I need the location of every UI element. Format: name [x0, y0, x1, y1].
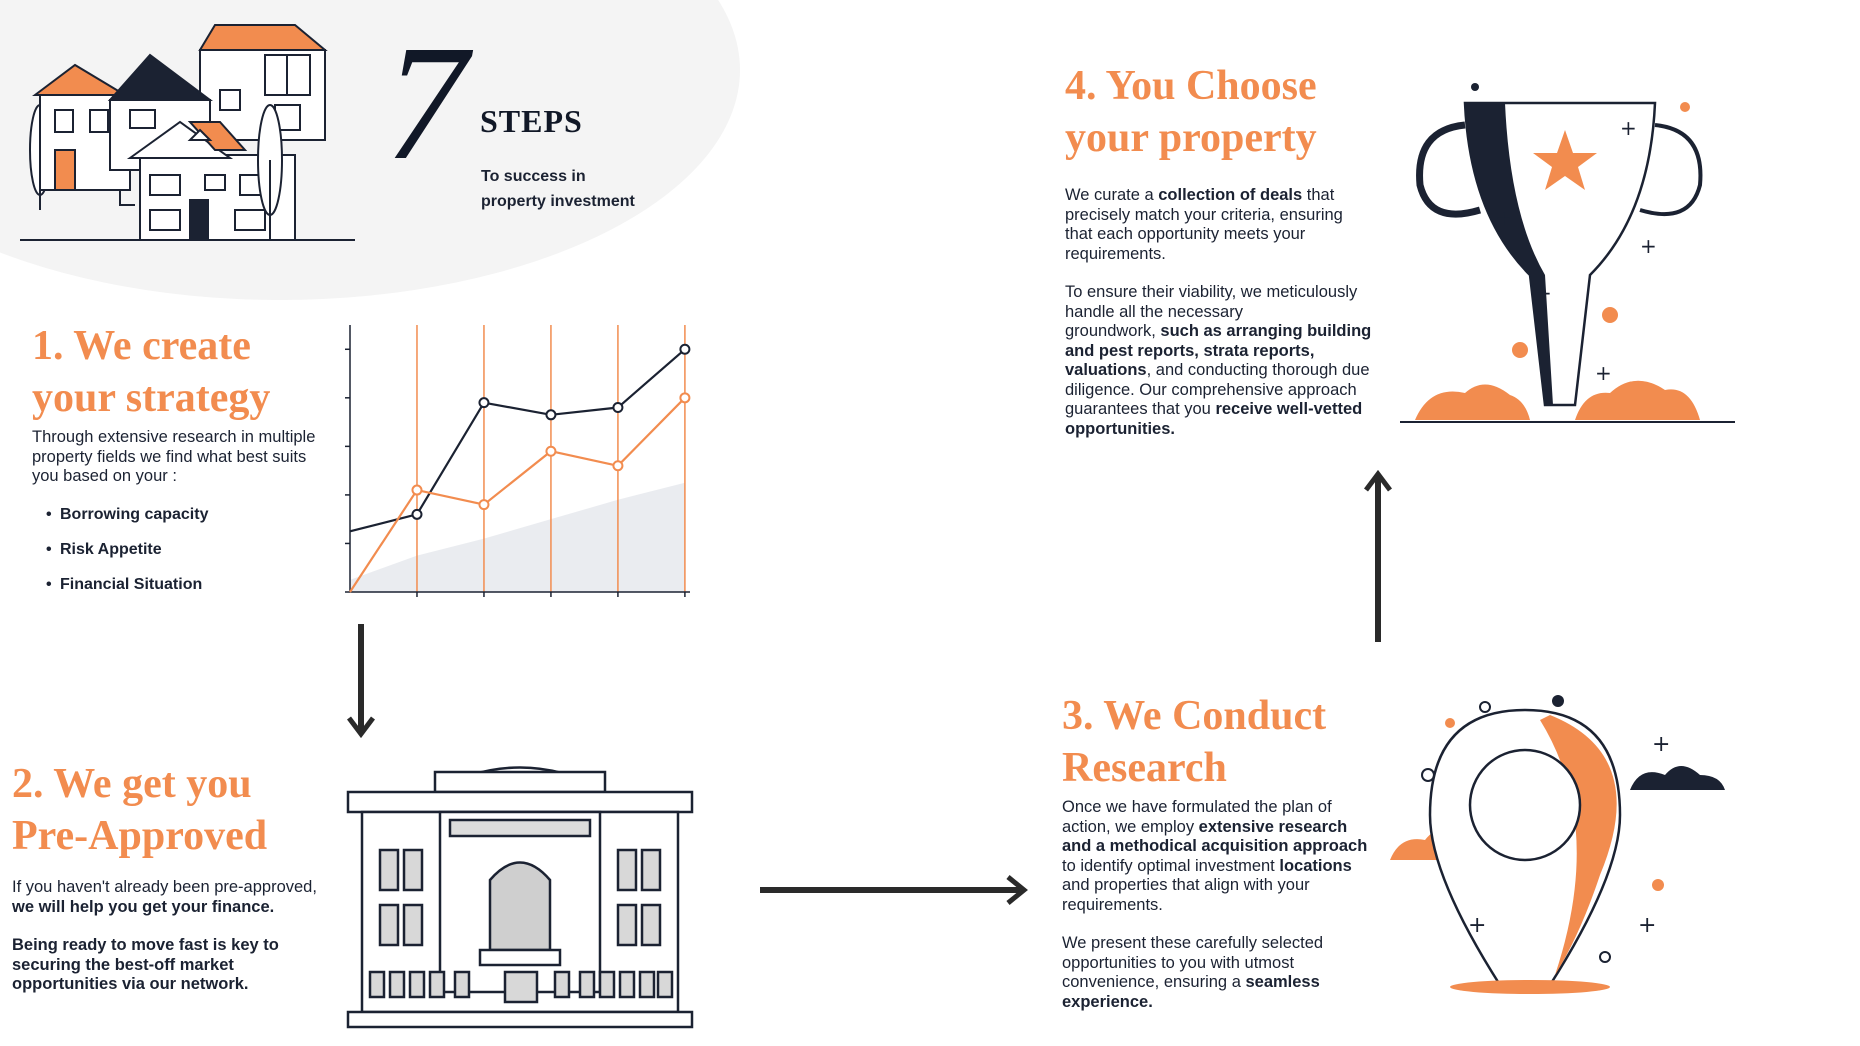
svg-text:+: +: [1468, 913, 1487, 938]
step-4-p1-line-4: requirements.: [1065, 244, 1166, 263]
step-1-intro-line-3: you based on your :: [32, 467, 177, 485]
step-4-p1-line-1: We curate a collection of deals that: [1065, 186, 1335, 204]
svg-text:+: +: [1640, 234, 1657, 258]
chart-point-orange: [479, 500, 488, 509]
step-1-intro: [32, 428, 352, 487]
step-1-heading-line-1: 1. We create: [32, 323, 251, 369]
chart-point-navy: [613, 403, 622, 412]
arrow-up-icon: [1363, 462, 1393, 647]
chart-point-navy: [680, 345, 689, 354]
bullet-financial-situation: • Financial Situation: [32, 576, 352, 594]
step-4-p2-line-6: diligence. Our comprehensive approach: [1065, 380, 1357, 399]
step-4-heading-line-1: 4. You Choose: [1065, 63, 1317, 109]
step-4-p2-line-1: To ensure their viability, we meticulously: [1065, 283, 1358, 301]
step-4-heading: [1065, 60, 1395, 164]
subtitle-line-1: To success in: [481, 168, 586, 185]
step-2-text-2-line-3: opportunities via our network.: [12, 975, 249, 993]
step-2-heading: [12, 758, 342, 862]
step-2-heading-line-1: 2. We get you: [12, 761, 252, 807]
svg-text:+: +: [1638, 913, 1657, 938]
bullet-borrowing-capacity: • Borrowing capacity: [32, 506, 352, 524]
step-1-intro-line-2: property fields we find what best suits: [32, 447, 307, 466]
steps-number: 7: [385, 11, 468, 194]
step-4-p2-line-2: handle all the necessary: [1065, 302, 1243, 321]
trophy-illustration: [1395, 75, 1740, 430]
chart-point-orange: [412, 486, 421, 495]
step-3-paragraph-1: [1062, 798, 1392, 915]
chart-point-navy: [412, 510, 421, 519]
step-4-p2-line-7: guarantees that you receive well-vetted: [1065, 400, 1363, 418]
step-3-p2-line-2: opportunities to you with utmost: [1062, 953, 1295, 972]
step-2-text-1-line-1: If you haven't already been pre-approved,: [12, 878, 317, 896]
svg-text:+: +: [1495, 206, 1512, 230]
location-pin-illustration: [1390, 695, 1730, 995]
step-3-p1-line-3: and a methodical acquisition approach: [1062, 837, 1368, 855]
step-1-heading-line-2: your strategy: [32, 375, 271, 421]
steps-label: STEPS: [480, 103, 583, 139]
svg-text:+: +: [1652, 732, 1671, 757]
houses-illustration: [10, 10, 360, 255]
arrow-right-icon: [758, 870, 1033, 910]
step-4-section: [1065, 60, 1395, 439]
chart-point-orange: [613, 461, 622, 470]
chart-texture-area: [350, 483, 685, 592]
svg-text:+: +: [1620, 116, 1637, 140]
chart-point-orange: [546, 447, 555, 456]
header-subtitle: [481, 164, 635, 214]
svg-text:+: +: [1595, 361, 1612, 385]
step-3-p1-line-6: requirements.: [1062, 895, 1163, 914]
step-3-paragraph-2: [1062, 934, 1392, 1012]
step-3-p1-line-2: action, we employ extensive research: [1062, 817, 1348, 836]
step-2-text-2: [12, 936, 342, 995]
step-2-text-1-bold: we will help you get your finance.: [12, 897, 275, 916]
step-3-heading-line-1: 3. We Conduct: [1062, 693, 1327, 739]
strategy-line-chart: [340, 320, 700, 605]
step-1-bullet-list: [32, 506, 352, 594]
step-3-p2-line-4: experience.: [1062, 992, 1153, 1011]
step-1-intro-line-1: Through extensive research in multiple: [32, 428, 316, 446]
chart-point-orange: [680, 393, 689, 402]
step-3-section: [1062, 690, 1392, 1012]
step-3-p1-line-5: and properties that align with your: [1062, 876, 1310, 894]
subtitle-line-2: property investment: [481, 193, 635, 210]
step-4-p2-line-3: groundwork, such as arranging building: [1065, 322, 1372, 340]
step-2-section: [12, 758, 342, 995]
step-3-p1-line-4: to identify optimal investment locations: [1062, 856, 1352, 875]
step-4-p1-line-3: that each opportunity meets your: [1065, 225, 1306, 243]
svg-text:+: +: [1535, 281, 1552, 305]
arrow-down-icon: [346, 622, 376, 747]
step-3-heading-line-2: Research: [1062, 745, 1227, 791]
step-2-text-2-line-1: Being ready to move fast is key to: [12, 936, 279, 954]
step-4-paragraph-2: [1065, 283, 1395, 439]
step-4-p1-line-2: precisely match your criteria, ensuring: [1065, 205, 1343, 224]
step-4-paragraph-1: [1065, 186, 1395, 264]
step-4-p2-line-8: opportunities.: [1065, 419, 1175, 438]
step-3-p1-line-1: Once we have formulated the plan of: [1062, 798, 1332, 816]
step-4-heading-line-2: your property: [1065, 115, 1317, 161]
step-3-p2-line-1: We present these carefully selected: [1062, 934, 1324, 952]
step-4-p2-line-5: valuations, and conducting thorough due: [1065, 361, 1370, 379]
step-3-heading: [1062, 690, 1392, 794]
chart-point-navy: [546, 410, 555, 419]
step-2-heading-line-2: Pre-Approved: [12, 813, 268, 859]
step-4-p2-line-4: and pest reports, strata reports,: [1065, 341, 1315, 360]
step-1-section: [32, 320, 352, 611]
step-2-text-2-line-2: securing the best-off market: [12, 955, 234, 974]
chart-point-navy: [479, 398, 488, 407]
step-1-heading: [32, 320, 352, 424]
step-3-p2-line-3: convenience, ensuring a seamless: [1062, 973, 1320, 991]
bullet-risk-appetite: • Risk Appetite: [32, 541, 352, 559]
bank-building-illustration: [340, 750, 700, 1030]
step-2-text-1: [12, 878, 342, 917]
